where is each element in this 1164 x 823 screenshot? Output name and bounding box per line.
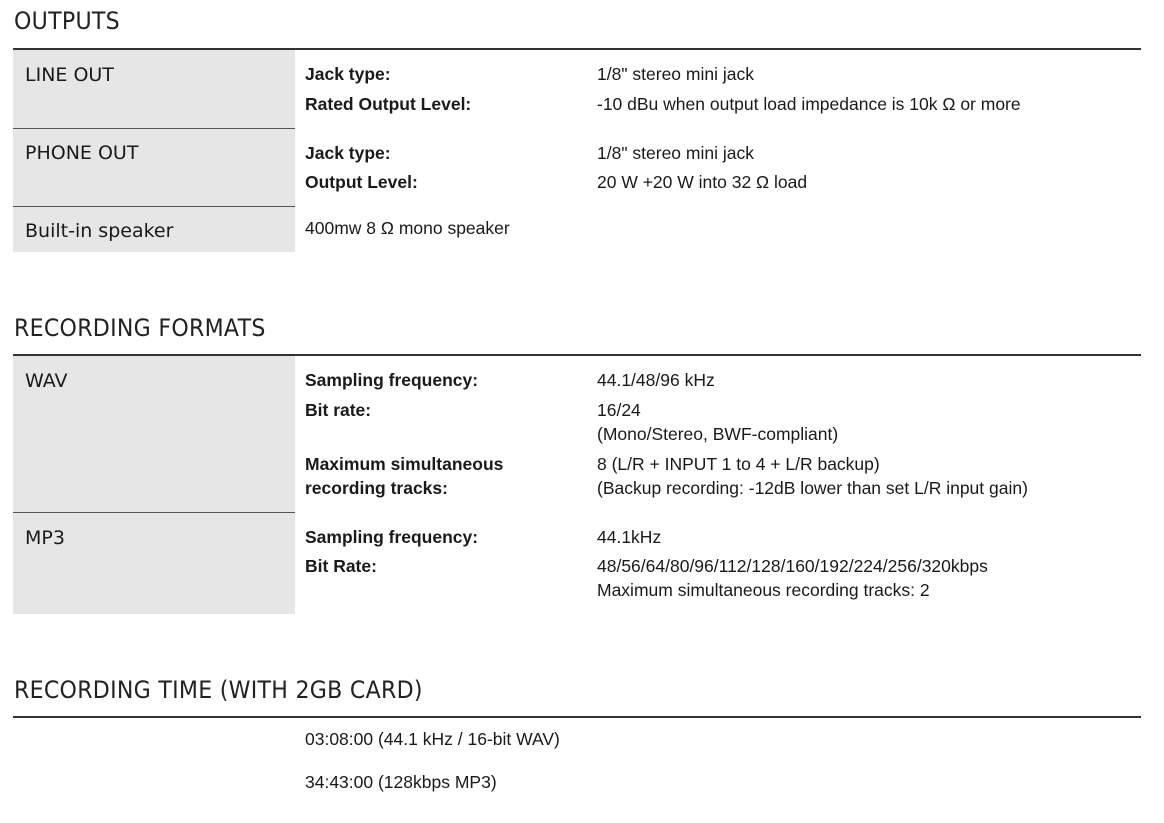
spec-key: Sampling frequency: [305, 370, 479, 390]
spec-key: Jack type: [305, 64, 391, 84]
spec-value: 1/8" stereo mini jack [597, 64, 754, 84]
section-rule [13, 716, 1141, 718]
spec-value: 44.1/48/96 kHz [597, 370, 715, 390]
spec-value-continued: (Backup recording: -12dB lower than set L/R input gain) [597, 478, 1028, 498]
speaker-label: Built-in speaker [25, 220, 174, 242]
section-title-recording-time: RECORDING TIME (WITH 2GB CARD) [14, 676, 423, 704]
spec-value: 1/8" stereo mini jack [597, 143, 754, 163]
recording-time-wav: 03:08:00 (44.1 kHz / 16-bit WAV) [305, 729, 560, 749]
row-separator [13, 128, 295, 129]
spec-key: Bit Rate: [305, 556, 377, 576]
spec-key: Bit rate: [305, 400, 372, 420]
spec-key: Jack type: [305, 143, 391, 163]
spec-key: Maximum simultaneous [305, 454, 504, 474]
wav-label: WAV [25, 370, 68, 392]
row-separator [13, 512, 295, 513]
line-out-label: LINE OUT [25, 64, 114, 86]
phone-out-label: PHONE OUT [25, 142, 139, 164]
spec-key: Output Level: [305, 172, 418, 192]
spec-key: Sampling frequency: [305, 527, 479, 547]
spec-value: 48/56/64/80/96/112/128/160/192/224/256/320kbps [597, 556, 988, 576]
spec-value-continued: Maximum simultaneous recording tracks: 2 [597, 580, 930, 600]
spec-key: Rated Output Level: [305, 94, 472, 114]
spec-value: 8 (L/R + INPUT 1 to 4 + L/R backup) [597, 454, 880, 474]
spec-value: 20 W +20 W into 32 Ω load [597, 172, 808, 192]
spec-value: -10 dBu when output load impedance is 10k Ω or more [597, 94, 1021, 114]
spec-value: 16/24 [597, 400, 641, 420]
section-title-outputs: OUTPUTS [14, 7, 120, 35]
outputs-label-column [13, 50, 295, 252]
section-title-recording-formats: RECORDING FORMATS [14, 314, 266, 342]
formats-label-column [13, 356, 295, 614]
row-separator [13, 206, 295, 207]
mp3-label: MP3 [25, 527, 65, 549]
spec-value-continued: (Mono/Stereo, BWF-compliant) [597, 424, 839, 444]
spec-key-continued: recording tracks: [305, 478, 448, 498]
recording-time-mp3: 34:43:00 (128kbps MP3) [305, 772, 497, 792]
spec-value: 400mw 8 Ω mono speaker [305, 218, 510, 238]
spec-value: 44.1kHz [597, 527, 662, 547]
